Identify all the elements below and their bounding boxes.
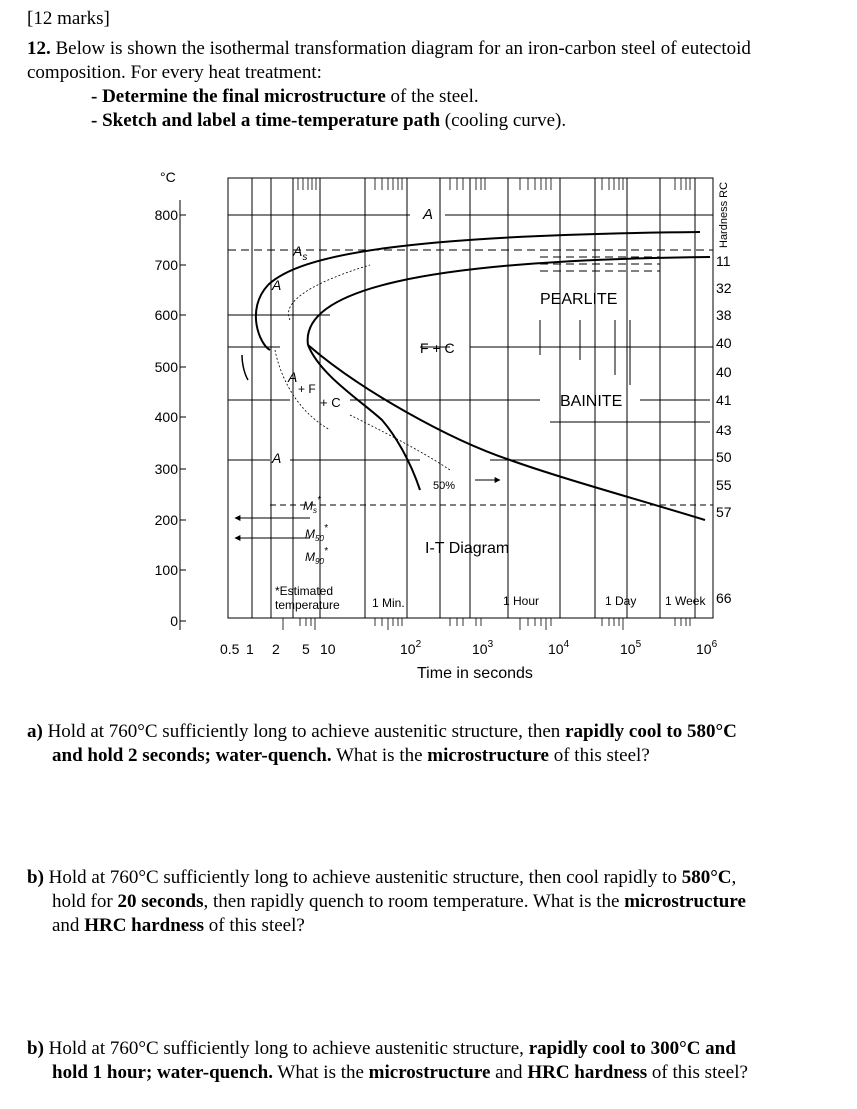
afc-c-label: + C: [320, 395, 341, 410]
y-tick-200: 200: [154, 512, 178, 528]
q-b-text-5: and: [52, 915, 85, 936]
q-b-text-1: Hold at 760°C sufficiently long to achieve austenitic structure, then cool rapidly to: [43, 867, 682, 888]
q-b-bold-1: 580°C: [681, 867, 732, 888]
intro-line-2: composition. For every heat treatment:: [27, 62, 322, 83]
y-tick-800: 800: [154, 207, 178, 223]
instruction-bullet-1: [91, 85, 479, 109]
y-tick-500: 500: [154, 359, 178, 375]
hardness-value: 43: [716, 422, 732, 438]
transformation-finish-curve: [308, 257, 710, 345]
q-b-text-4: , then rapidly quench to room temperature. What is the: [203, 891, 625, 912]
q-a-text-1: Hold at 760°C sufficiently long to achieve austenitic structure, then: [42, 721, 566, 742]
q-c-bold-3: microstructure: [368, 1062, 491, 1083]
time-mark-day: 1 Day: [605, 594, 637, 608]
question-intro: [27, 37, 847, 61]
time-mark-minute: 1 Min.: [372, 596, 405, 610]
question-c-line-1: [27, 1037, 847, 1061]
question-number: 12.: [27, 38, 51, 59]
hardness-value: 50: [716, 449, 732, 465]
pearlite-region-ticks: [540, 320, 630, 385]
time-mark-week: 1 Week: [665, 594, 706, 608]
x-tick: 0.5: [220, 641, 240, 657]
hardness-value: 40: [716, 364, 732, 380]
bainite-finish-curve: [308, 345, 705, 520]
diagram-title: I-T Diagram: [425, 540, 510, 557]
hardness-value: 40: [716, 335, 732, 351]
q-c-bold-4: HRC hardness: [527, 1062, 648, 1083]
q-a-bold-2: and hold 2 seconds; water-quench.: [52, 745, 332, 766]
fifty-percent-label: 50%: [433, 480, 456, 492]
q-c-bold-1: rapidly cool to 300°C and: [528, 1038, 736, 1059]
bullet-1-bold: - Determine the final microstructure: [91, 86, 386, 107]
y-tick-0: 0: [170, 613, 178, 629]
instruction-bullet-2: [91, 109, 566, 133]
q-c-text-2: What is the: [272, 1062, 369, 1083]
x-tick: 10: [320, 641, 336, 657]
x-tick: 5: [302, 641, 310, 657]
x-tick: $10^2$: [400, 639, 422, 657]
q-b-text-3: hold for: [52, 891, 118, 912]
hardness-value: 57: [716, 504, 732, 520]
q-b-text-6: of this steel?: [204, 915, 305, 936]
bullet-2-rest: (cooling curve).: [440, 110, 567, 131]
question-b-line-1: [27, 866, 847, 890]
estimated-note-2: temperature: [275, 598, 340, 612]
y-tick-700: 700: [154, 257, 178, 273]
hardness-value: 41: [716, 392, 732, 408]
x-axis-ticks: [220, 639, 718, 657]
estimated-note: *Estimated: [275, 584, 334, 598]
afc-f-label: + F: [298, 382, 316, 396]
intro-line-1: Below is shown the isothermal transformation diagram for an iron-carbon steel of eutectoid: [55, 38, 751, 59]
hardness-value: 38: [716, 307, 732, 323]
y-axis-unit: °C: [160, 169, 176, 185]
hardness-title: Hardness RC: [718, 181, 730, 248]
y-tick-300: 300: [154, 461, 178, 477]
x-tick: 1: [246, 641, 254, 657]
question-c-line-2: [52, 1061, 852, 1085]
y-tick-400: 400: [154, 409, 178, 425]
x-tick: $10^5$: [620, 639, 642, 657]
question-a-line-1: [27, 720, 847, 744]
time-mark-hour: 1 Hour: [503, 594, 540, 608]
q-b-bold-4: HRC hardness: [84, 915, 205, 936]
austenite-label-low: A: [272, 450, 282, 466]
it-diagram: [120, 160, 750, 690]
transformation-start-nose: [256, 285, 270, 350]
hardness-value: 32: [716, 280, 732, 296]
marks-label: [12 marks]: [27, 8, 110, 29]
hardness-value: 55: [716, 477, 732, 493]
question-a-line-2: [52, 744, 852, 768]
q-c-text-3: and: [490, 1062, 528, 1083]
pearlite-label: PEARLITE: [540, 291, 618, 308]
question-c-label: b): [27, 1038, 44, 1059]
left-start-fragment: [242, 355, 248, 380]
question-b-label: b): [27, 867, 44, 888]
q-c-text-1: Hold at 760°C sufficiently long to achieve austenitic structure,: [43, 1038, 529, 1059]
q-c-bold-2: hold 1 hour; water-quench.: [52, 1062, 273, 1083]
question-b-line-3: [52, 914, 852, 938]
m50-label: $M_{50}^*$: [305, 523, 328, 543]
bainite-label: BAINITE: [560, 393, 623, 410]
austenite-label-top: A: [423, 206, 434, 223]
q-a-bold-1: rapidly cool to 580°C: [565, 721, 737, 742]
m90-label: $M_{90}^*$: [305, 546, 328, 566]
x-axis-title: Time in seconds: [417, 665, 533, 682]
x-tick: $10^6$: [696, 639, 718, 657]
x-tick: 2: [272, 641, 280, 657]
question-b-line-2: [52, 890, 852, 914]
q-c-text-4: of this steel?: [647, 1062, 748, 1083]
y-tick-600: 600: [154, 307, 178, 323]
q-b-text-2: ,: [731, 867, 737, 888]
x-tick: $10^4$: [548, 639, 570, 657]
question-a-label: a): [27, 721, 43, 742]
bullet-2-bold: - Sketch and label a time-temperature path: [91, 110, 441, 131]
afc-a-label: A: [288, 369, 298, 385]
q-b-bold-3: microstructure: [624, 891, 746, 912]
q-a-text-3: of this steel?: [548, 745, 650, 766]
ferrite-cementite-label: F + C: [420, 340, 455, 356]
q-a-bold-3: microstructure: [427, 745, 549, 766]
austenite-label-left: A: [272, 277, 282, 293]
hardness-values: [716, 253, 732, 606]
x-tick: $10^3$: [472, 639, 494, 657]
ms-label: $M_s^*$: [303, 495, 321, 515]
bottom-minor-ticks: [283, 618, 690, 630]
q-a-text-2: What is the: [331, 745, 428, 766]
q-b-bold-2: 20 seconds: [117, 891, 204, 912]
hardness-value: 66: [716, 590, 732, 606]
y-axis: [155, 200, 186, 630]
bullet-1-rest: of the steel.: [385, 86, 479, 107]
bainite-start-curve: [308, 345, 420, 490]
top-minor-ticks: [298, 178, 690, 190]
y-tick-100: 100: [154, 562, 178, 578]
hardness-value: 11: [716, 253, 731, 269]
as-label: $A_s$: [293, 243, 308, 263]
